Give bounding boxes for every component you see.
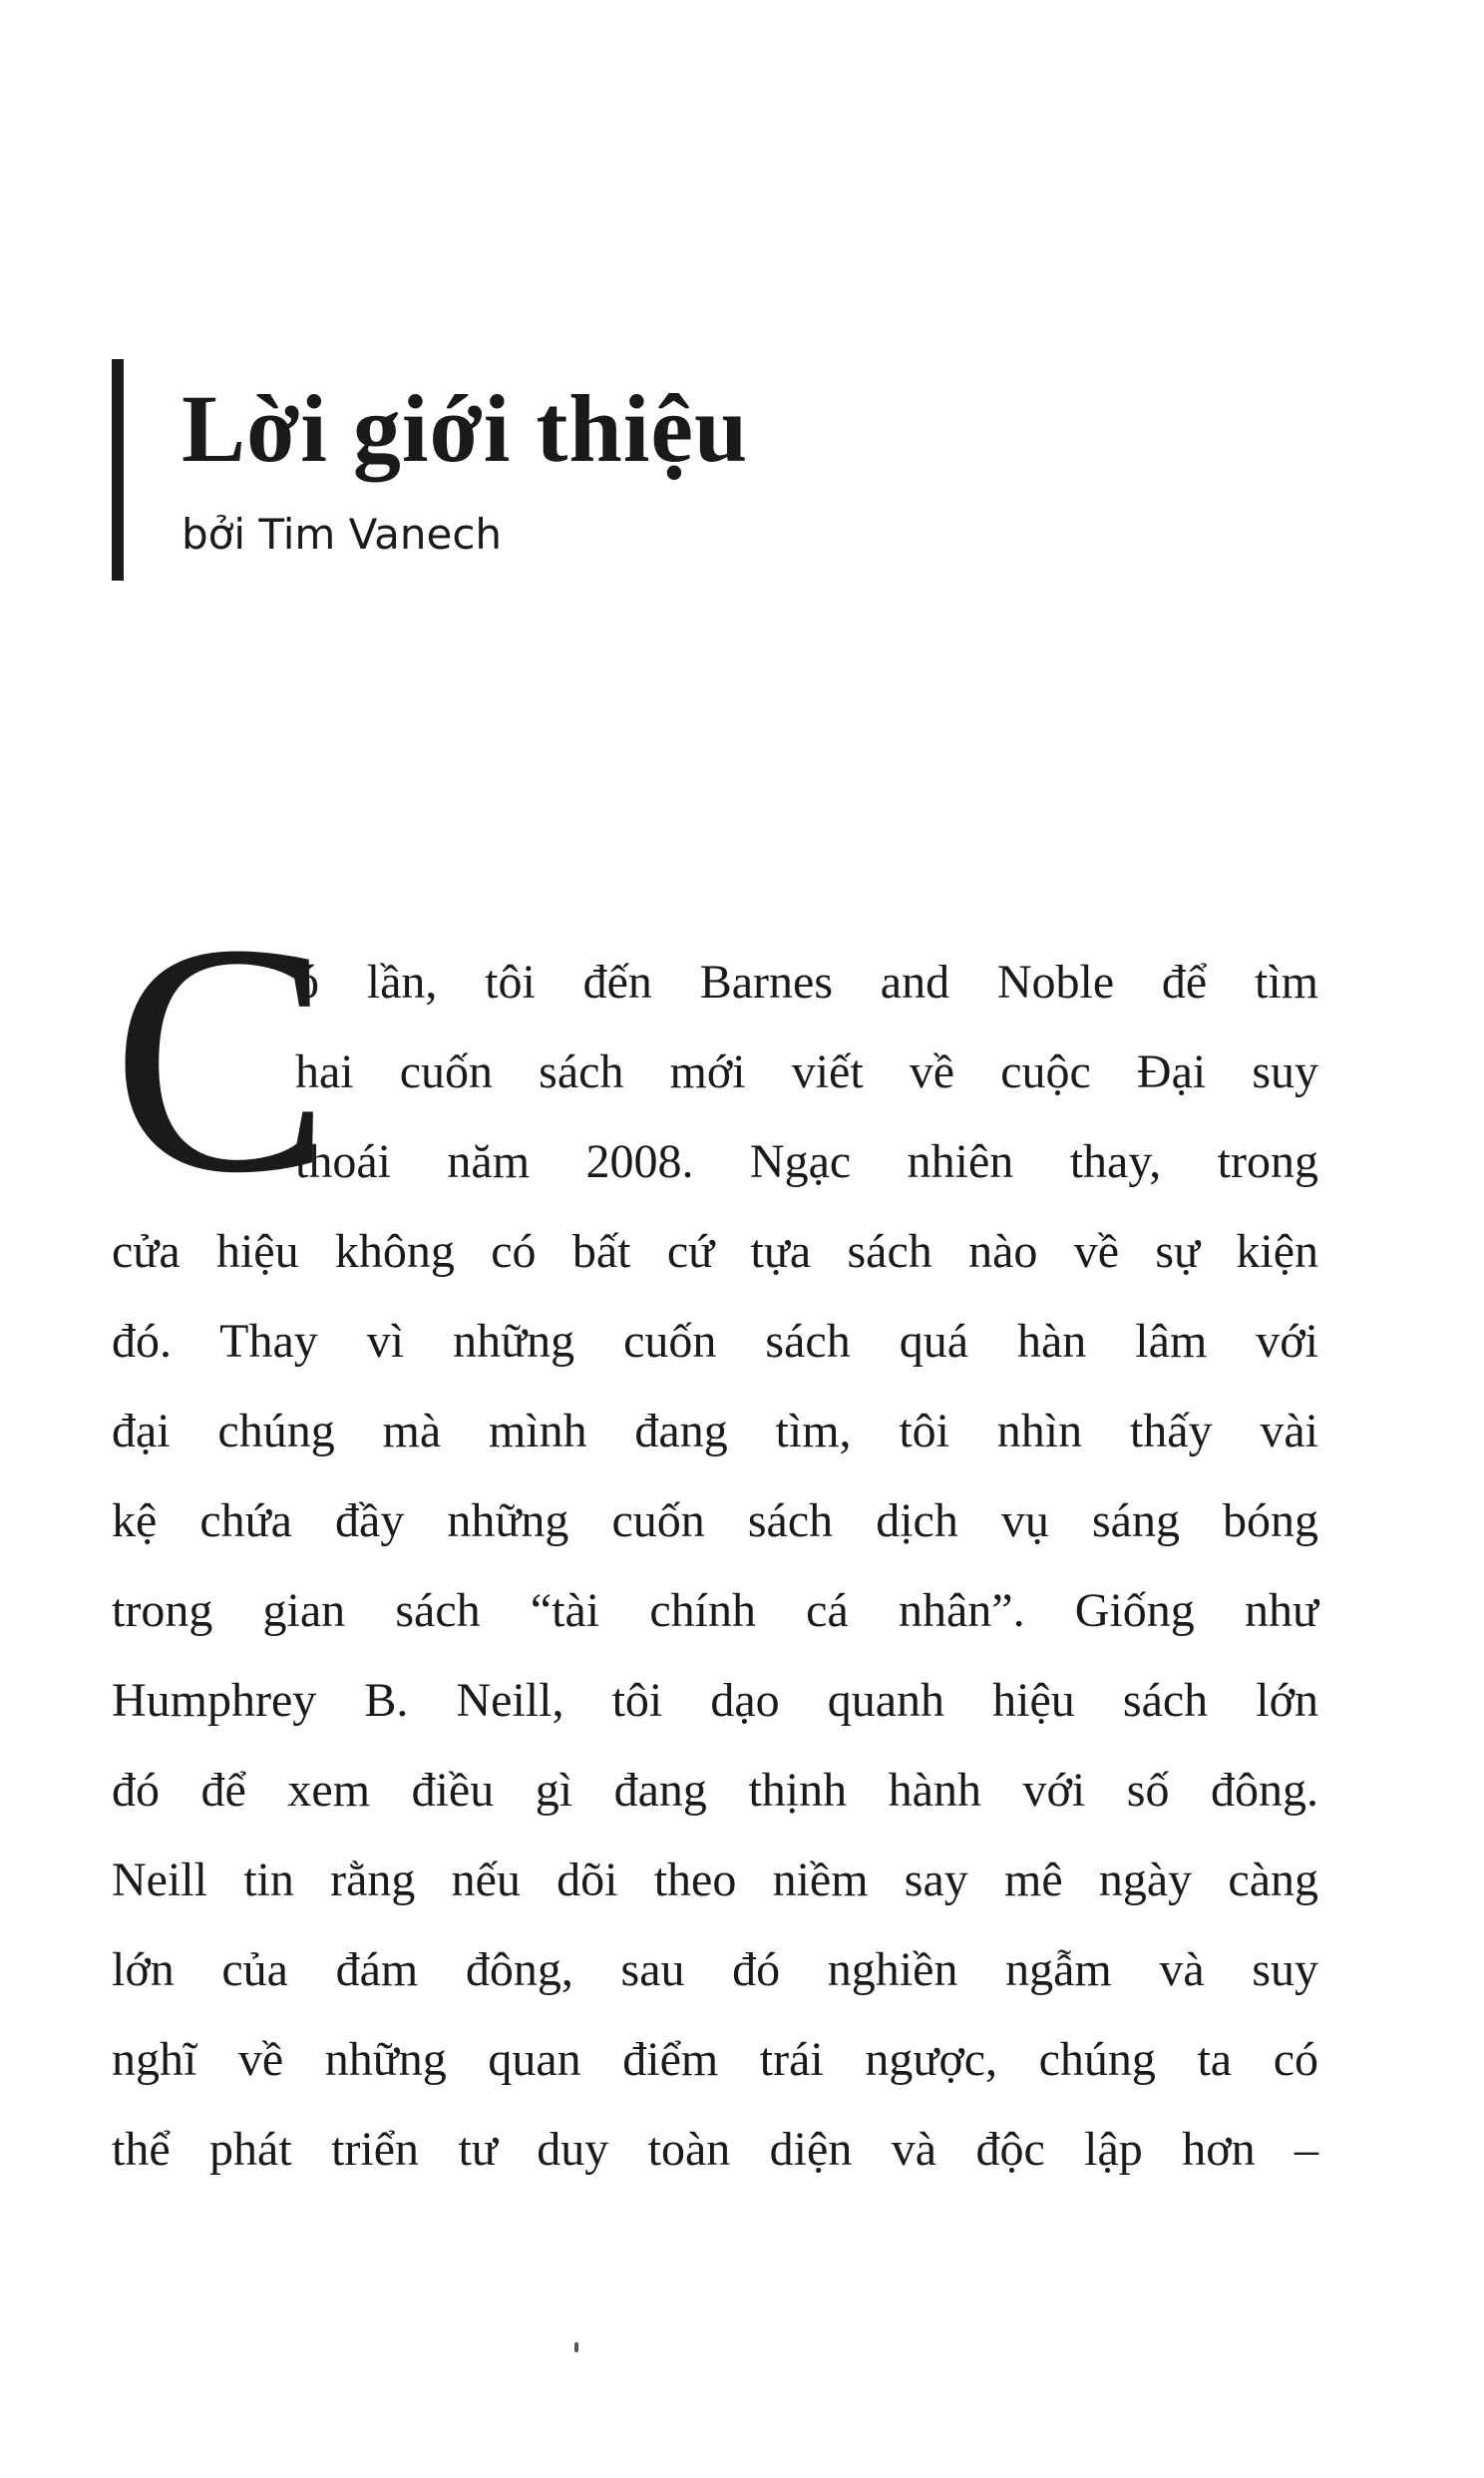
text-line: cửa hiệu không có bất cứ tựa sách nào về sự kiện [112, 1225, 1318, 1278]
text-line: đó. Thay vì những cuốn sách quá hàn lâm với [112, 1315, 1318, 1368]
text-line: trong gian sách “tài chính cá nhân”. Giống như [112, 1584, 1318, 1637]
text-line: ó lần, tôi đến Barnes and Noble để tìm [295, 956, 1318, 1009]
text-line: đó để xem điều gì đang thịnh hành với số đông. [112, 1764, 1318, 1817]
text-line: đại chúng mà mình đang tìm, tôi nhìn thấy vài [112, 1405, 1318, 1457]
chapter-title: Lời giới thiệu [182, 375, 749, 482]
text-line: thể phát triển tư duy toàn diện và độc lập hơn – [112, 2123, 1318, 2176]
chapter-author: bởi Tim Vanech [182, 510, 503, 559]
chapter-heading [112, 359, 1009, 581]
drop-cap: C [112, 877, 332, 1241]
heading-accent-bar [112, 359, 124, 581]
text-line: thoái năm 2008. Ngạc nhiên thay, trong [295, 1135, 1318, 1188]
body-paragraph [112, 938, 1318, 2235]
text-line: hai cuốn sách mới viết về cuộc Đại suy [295, 1045, 1318, 1098]
text-line: Humphrey B. Neill, tôi dạo quanh hiệu sách lớn [112, 1674, 1318, 1727]
text-line: lớn của đám đông, sau đó nghiền ngẫm và suy [112, 1943, 1318, 1996]
text-line: nghĩ về những quan điểm trái ngược, chúng ta có [112, 2033, 1318, 2086]
text-line: kệ chứa đầy những cuốn sách dịch vụ sáng bóng [112, 1494, 1318, 1547]
text-line: Neill tin rằng nếu dõi theo niềm say mê ngày càng [112, 1854, 1318, 1906]
print-speck [574, 2342, 578, 2352]
